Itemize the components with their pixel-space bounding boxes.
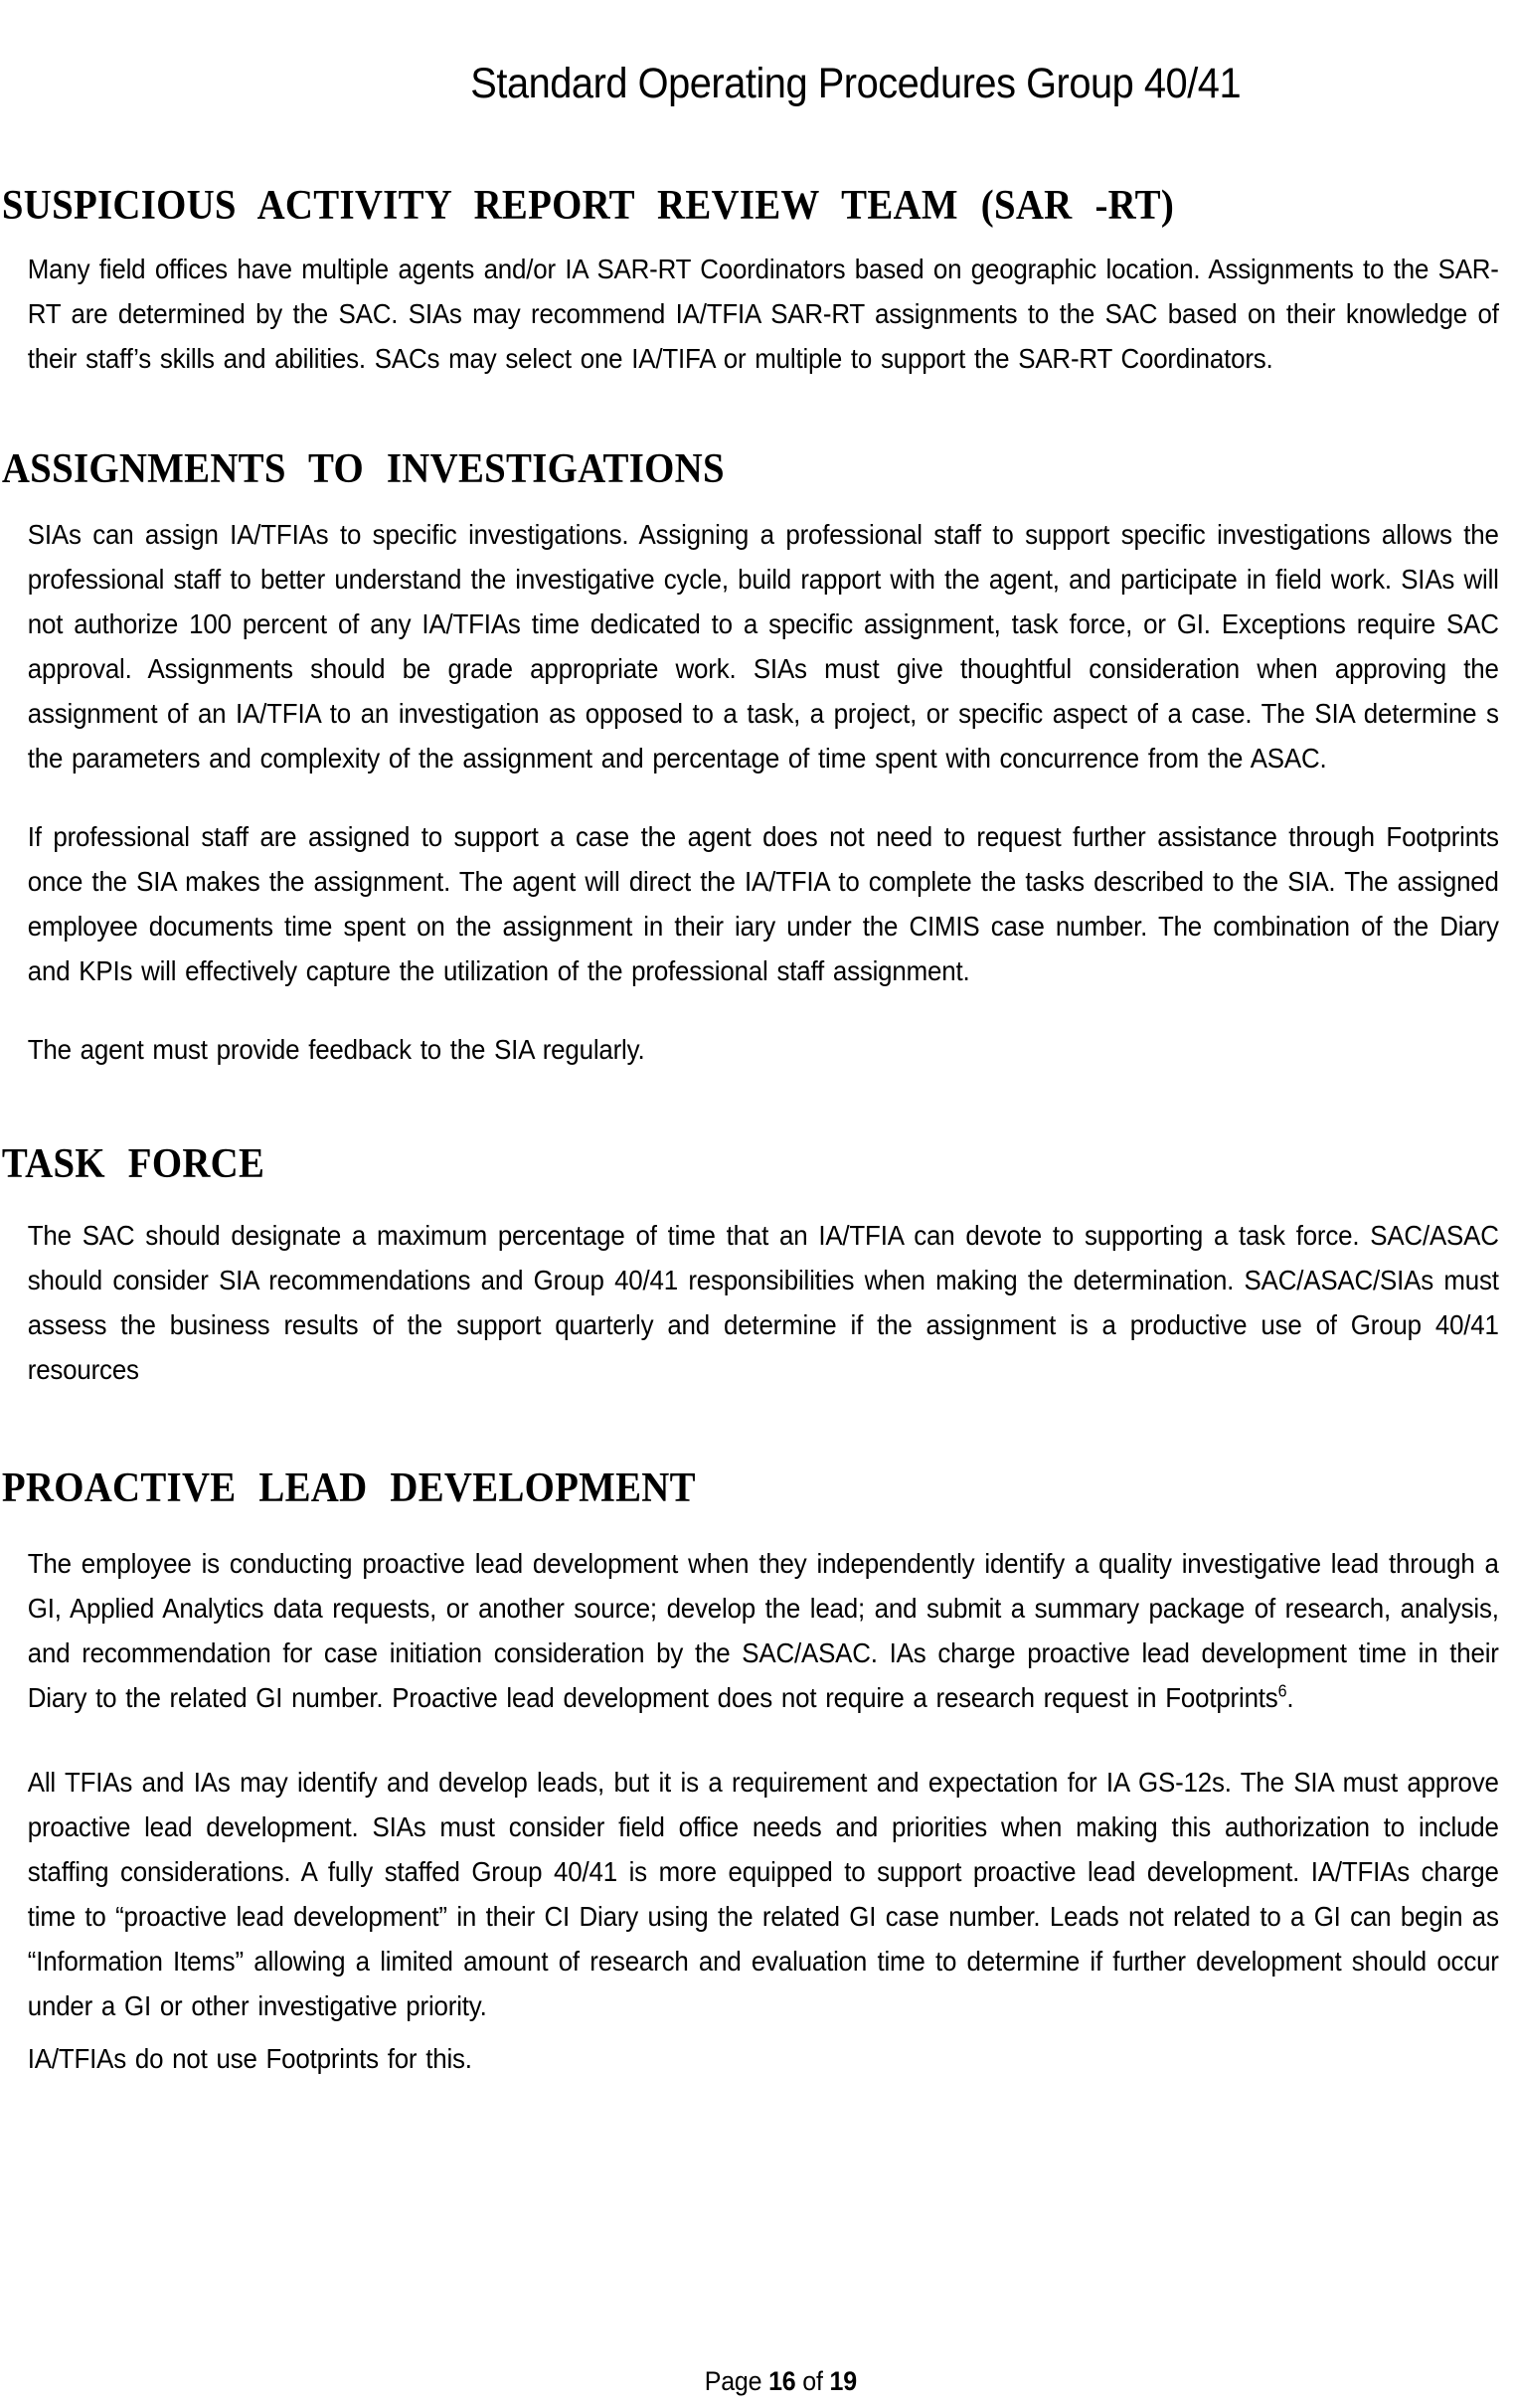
paragraph-assigning-staff: SIAs can assign IA/TFIAs to specific investigations. Assigning a professional staff to support specific investigations allows the professional staff to better understand the investigative cycle, build rapport with the agent, and participate in field work. SIAs will not authorize 100 percent of any IA/TFIAs time dedicated to a specific assignment, task force, or GI. Exceptions require SAC approval. Assignments should be grade appropriate work. SIAs must give thoughtful consideration when approving the assignment of an IA/TFIA to an investigation as opposed to a task, a project, or specific aspect of a case. The SIA determine s the parameters and complexity of the assignment and percentage of time spent with concurrence from the ASAC.	[27, 519, 1499, 774]
heading-task-force: TASK FORCE	[1, 1141, 265, 1187]
heading-proactive-lead-development: PROACTIVE LEAD DEVELOPMENT	[1, 1465, 696, 1511]
document-title: Standard Operating Procedures Group 40/41	[470, 60, 1242, 107]
heading-sar-rt: SUSPICIOUS ACTIVITY REPORT REVIEW TEAM (SAR -RT)	[1, 183, 1175, 229]
footer-label-page: Page	[704, 2366, 762, 2396]
page-content	[0, 58, 1513, 2408]
footer-label-of: of	[802, 2366, 823, 2396]
paragraph-task-force: The SAC should designate a maximum percentage of time that an IA/TFIA can devote to supporting a task force. SAC/ASAC should consider SIA recommendations and Group 40/41 responsibilities when making the determination. SAC/ASAC/SIAs must assess the business results of the support quarterly and determine if the assignment is a productive use of Group 40/41 resources	[27, 1220, 1499, 1385]
heading-assignments-to-investigations: ASSIGNMENTS TO INVESTIGATIONS	[1, 446, 725, 492]
paragraph-sar-rt-assignments: Many field offices have multiple agents and/or IA SAR-RT Coordinators based on geographic location. Assignments to the SAR-RT are determined by the SAC. SIAs may recommend IA/TFIA SAR-RT assignments to the SAC based on their knowledge of their staff’s skills and abilities. SACs may select one IA/TIFA or multiple to support the SAR-RT Coordinators.	[27, 254, 1499, 374]
paragraph-proactive-lead-period: .	[1286, 1682, 1294, 1713]
paragraph-agent-feedback: The agent must provide feedback to the SIA regularly.	[27, 1034, 645, 1065]
paragraph-footprints-note: IA/TFIAs do not use Footprints for this.	[27, 2043, 472, 2074]
page-footer	[0, 2366, 1513, 2397]
paragraph-develop-leads: All TFIAs and IAs may identify and develop leads, but it is a requirement and expectation for IA GS-12s. The SIA must approve proactive lead development. SIAs must consider field office needs and priorities when making this authorization to include staffing considerations. A fully staffed Group 40/41 is more equipped to support proactive lead development. IA/TFIAs charge time to “proactive lead development” in their CI Diary using the related GI case number. Leads not related to a GI can begin as “Information Items” allowing a limited amount of research and evaluation time to determine if further development should occur under a GI or other investigative priority.	[27, 1767, 1499, 2021]
paragraph-proactive-lead	[28, 1541, 1499, 1720]
total-pages: 19	[829, 2366, 857, 2396]
paragraph-footprints-requests: If professional staff are assigned to support a case the agent does not need to request further assistance through Footprints once the SIA makes the assignment. The agent will direct the IA/TFIA to complete the tasks described to the SIA. The assigned employee documents time spent on the assignment in their iary under the CIMIS case number. The combination of the Diary and KPIs will effectively capture the utilization of the professional staff assignment.	[27, 821, 1499, 986]
document-page	[0, 58, 1513, 2408]
footnote-marker: 6	[1277, 1680, 1287, 1701]
paragraph-proactive-lead-text: The employee is conducting proactive lead development when they independently identify a quality investigative lead through a GI, Applied Analytics data requests, or another source; develop the lead; and submit a summary package of research, analysis, and recommendation for case initiation consideration by the SAC/ASAC. IAs charge proactive lead development time in their Diary to the related GI number. Proactive lead development does not require a research request in Footprints	[27, 1548, 1499, 1713]
page-number: 16	[768, 2366, 796, 2396]
